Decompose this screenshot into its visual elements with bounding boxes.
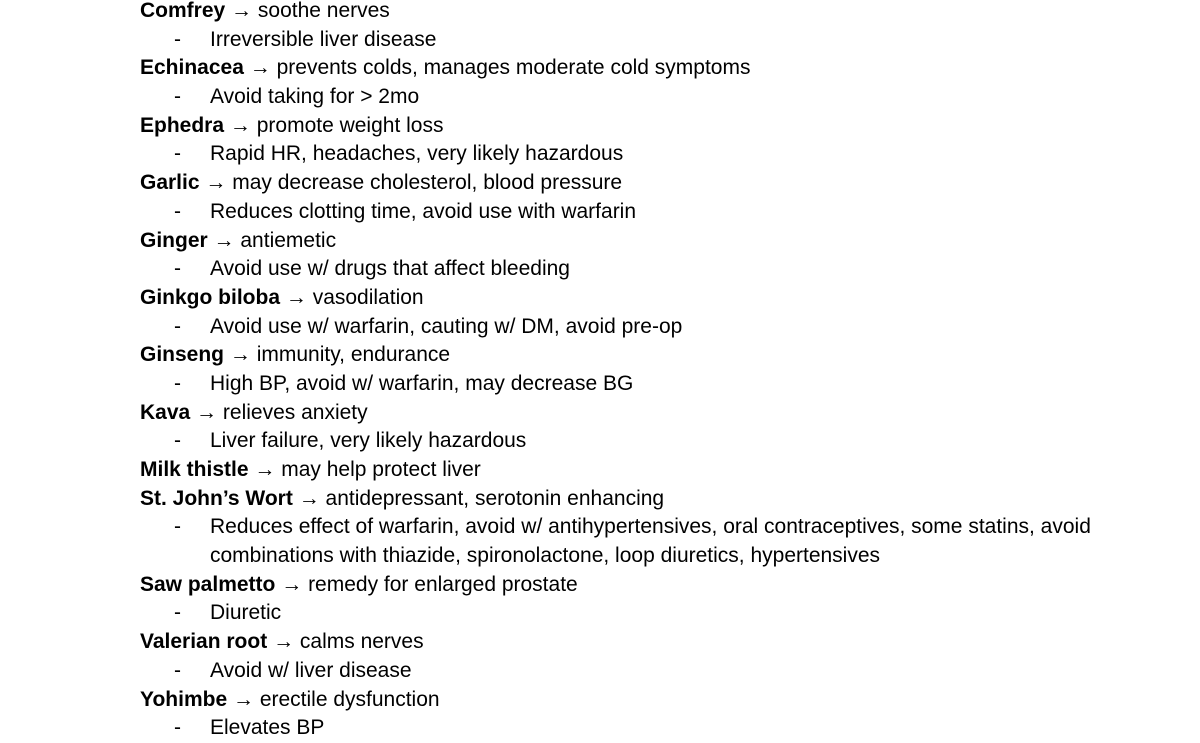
arrow-glyph: → (231, 0, 253, 22)
entry-use: erectile dysfunction (259, 687, 440, 711)
arrow-glyph: → (205, 171, 227, 195)
entry-note (140, 513, 1140, 570)
entry-use: immunity, endurance (256, 343, 451, 367)
entry-term: Garlic (140, 171, 200, 195)
entry-term: Saw palmetto (140, 572, 276, 596)
arrow-glyph: → (298, 486, 320, 510)
entry-term: Yohimbe (140, 687, 228, 711)
entry-note-text: Reduces effect of warfarin, avoid w/ antihypertensives, oral contraceptives, some statins, avoid combinations with thiazide, spironolactone, loop diuretics, hypertensives (210, 515, 1091, 568)
entry-note-text: Diuretic (210, 601, 282, 625)
entry-use: calms nerves (299, 630, 424, 654)
entry-note-text: Elevates BP (210, 716, 325, 740)
entry-note-text: Avoid w/ liver disease (210, 658, 412, 682)
entry-note-text: Avoid use w/ warfarin, cauting w/ DM, avoid pre-op (210, 314, 683, 338)
bullet-dash: - (174, 199, 181, 223)
entry-heading (140, 485, 1180, 514)
entry-use: prevents colds, manages moderate cold symptoms (276, 56, 751, 80)
arrow-glyph: → (213, 228, 235, 252)
entry-note-text: Reduces clotting time, avoid use with warfarin (210, 199, 637, 223)
entry-use: may help protect liver (281, 458, 481, 481)
arrow-glyph: → (229, 113, 251, 137)
entry-heading (140, 112, 1180, 141)
bullet-dash: - (174, 142, 181, 166)
entry-note (140, 313, 1180, 342)
entry-note (140, 427, 1180, 456)
entry-heading (140, 456, 1180, 485)
entry-heading (140, 628, 1180, 657)
entry-heading (140, 399, 1180, 428)
entry-note (140, 26, 1180, 55)
entry-heading (140, 169, 1180, 198)
entry-term: St. John’s Wort (140, 486, 293, 510)
entry-note (140, 255, 1180, 284)
entry-note (140, 599, 1180, 628)
entry-heading (140, 227, 1180, 256)
entry-use: antiemetic (240, 228, 337, 252)
bullet-dash: - (174, 601, 181, 625)
entry-note-text: Avoid taking for > 2mo (210, 85, 420, 109)
entry-note-text: Avoid use w/ drugs that affect bleeding (210, 257, 570, 281)
entry-heading (140, 0, 1180, 26)
entry-use: promote weight loss (256, 113, 444, 137)
entry-heading (140, 284, 1180, 313)
entry-use: may decrease cholesterol, blood pressure (232, 171, 623, 195)
bullet-dash: - (174, 429, 181, 453)
entry-term: Valerian root (140, 630, 268, 654)
arrow-glyph: → (232, 687, 254, 711)
entry-note (140, 140, 1180, 169)
arrow-glyph: → (254, 458, 276, 481)
entry-term: Ginkgo biloba (140, 285, 280, 309)
entry-note (140, 83, 1180, 112)
entry-heading (140, 341, 1180, 370)
bullet-dash: - (174, 85, 181, 109)
entry-use: soothe nerves (257, 0, 390, 22)
entry-note-text: Irreversible liver disease (210, 27, 437, 51)
entry-use: vasodilation (312, 285, 424, 309)
arrow-glyph: → (285, 285, 307, 309)
entry-term: Ephedra (140, 113, 225, 137)
entry-note-text: Rapid HR, headaches, very likely hazardous (210, 142, 624, 166)
entry-heading (140, 571, 1180, 600)
bullet-dash: - (174, 314, 181, 338)
entry-note (140, 198, 1180, 227)
entry-note-text: Liver failure, very likely hazardous (210, 429, 527, 453)
entry-heading (140, 686, 1180, 715)
arrow-glyph: → (281, 572, 303, 596)
entry-use: relieves anxiety (222, 400, 368, 424)
bullet-dash: - (174, 515, 181, 539)
entry-term: Ginseng (140, 343, 225, 367)
herbal-supplements-list (140, 0, 1180, 743)
bullet-dash: - (174, 716, 181, 740)
entry-use: remedy for enlarged prostate (308, 572, 578, 596)
bullet-dash: - (174, 371, 181, 395)
entry-note (140, 657, 1180, 686)
bullet-dash: - (174, 257, 181, 281)
entry-heading (140, 54, 1180, 83)
arrow-glyph: → (273, 630, 295, 654)
entry-term: Milk thistle (140, 458, 249, 481)
bullet-dash: - (174, 658, 181, 682)
entry-term: Kava (140, 400, 191, 424)
arrow-glyph: → (196, 400, 218, 424)
arrow-glyph: → (249, 56, 271, 80)
entry-term: Echinacea (140, 56, 244, 80)
bullet-dash: - (174, 27, 181, 51)
entry-term: Ginger (140, 228, 208, 252)
entry-use: antidepressant, serotonin enhancing (325, 486, 665, 510)
entry-note-text: High BP, avoid w/ warfarin, may decrease BG (210, 371, 634, 395)
entry-term: Comfrey (140, 0, 226, 22)
entry-note (140, 370, 1180, 399)
arrow-glyph: → (229, 343, 251, 367)
